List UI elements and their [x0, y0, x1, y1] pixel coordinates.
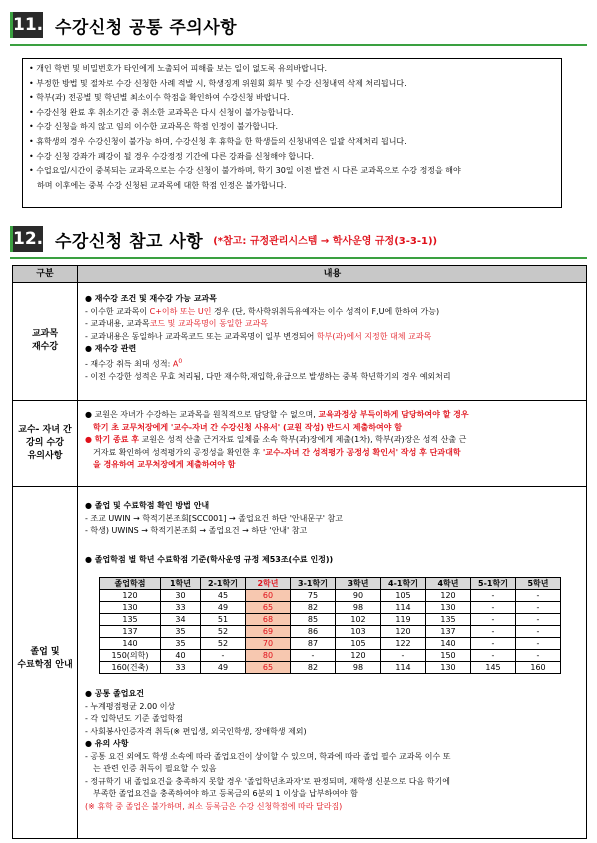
table-header: [13, 266, 586, 283]
table-row: 135 34 51 68 85 102 119 135 - -: [100, 614, 561, 626]
notice-item: • 학부(과) 전공별 및 학년별 최소이수 학점을 확인하여 수강신청 바랍니다.: [29, 93, 290, 103]
notice-item: • 개인 학번 및 비밀번호가 타인에게 노출되어 피해를 보는 일이 없도록 유의바랍니다.: [29, 64, 327, 73]
header-content: 내용: [323, 269, 342, 279]
header-category: 구분: [36, 269, 54, 279]
notice-item: • 부정한 방법 및 절차로 수강 신청한 사례 적발 시, 학생징계 위원회 회부 및 수강 신청내역 삭제 처리됩니다.: [29, 78, 407, 88]
row-label-graduation: 졸업 및 수료학점 안내: [17, 647, 73, 670]
section-divider: [10, 44, 587, 46]
table-row: 졸업학점 1학년 2-1학기 2학년 3-1학기 3학년 4-1학기 4학년 5-1학기 5학년: [100, 578, 561, 590]
table-row: 130 33 49 65 82 98 114 130 - -: [100, 602, 561, 614]
table-row: 137 35 52 69 86 103 120 137 - -: [100, 626, 561, 638]
row-content-professor-child: ● 교원은 자녀가 수강하는 교과목을 원칙적으로 담당할 수 없으며, 교육과정상 부득이하게 담당하여야 할 경우 학기 초 교무처장에게 '교수-자녀 간 수강신청 사유서' (교원 작성) 반드시 제출하여야 함 ● 학기 종료 후 교원은 성적 산출 근거자료 일체를 소속 학부(과)장에게 제출(1차), 학부(과)장은 성적 산출 근 거자료 확인하여 성적평가의 공정성을 확인한 후 '교수-자녀 간 성적평가 공정성 확인서' 작성 후 단과대학 을 경유하여 교무처장에게 제출하여야 함: [85, 410, 469, 469]
reference-table: [12, 265, 587, 839]
column-divider: [77, 266, 78, 838]
row-divider: [13, 486, 586, 487]
notice-item: • 휴학생의 경우 수강신청이 불가능 하며, 수강신청 후 휴학을 한 학생들의 신청내역은 일괄 삭제처리 됩니다.: [29, 136, 407, 146]
section-11-heading: [10, 12, 237, 38]
row-content-retake: ● 재수강 조건 및 재수강 가능 교과목 - 이수한 교과목이 C+이하 또는 U인 경우 (단, 학사학위취득유예자는 이수 성적이 F,U에 한하여 가능) - 교과내용, 교과목코드 및 교과목명이 동일한 교과목 - 교과내용은 동일하나 교과목코드 또는 교과목명이 일부 변경되어 학부(과)에서 지정한 대체 교과목 ● 재수강 관련 - 재수강 취득 최대 성적: $A^0$ - 이전 수강한 성적은 무효 처리됨, 다만 재수학,재입학,유급으로 발생하는 중복 학년학기의 경우 예외처리: [85, 294, 451, 381]
table-row: 120 30 45 60 75 90 105 120 - -: [100, 590, 561, 602]
section-divider: [10, 257, 587, 259]
credit-table: [99, 577, 561, 674]
section-number: 11.: [10, 12, 43, 38]
row-label-professor-child: 교수- 자녀 간 강의 수강 유의사항: [18, 425, 72, 461]
section-title: 수강신청 참고 사항: [55, 231, 204, 252]
row-label-retake: 교과목 재수강: [31, 329, 59, 352]
row-divider: [13, 400, 586, 401]
notice-item: 하며 이후에는 중복 수강 신청된 교과목에 대한 학점 인정은 불가합니다.: [37, 180, 287, 190]
section-reference-note: (*참고: 규정관리시스템 → 학사운영 규정(3-3-1)): [213, 235, 438, 247]
notice-box: [22, 58, 562, 208]
table-row: 160(건축) 33 49 65 82 98 114 130 145 160: [100, 662, 561, 674]
section-12-heading: [10, 226, 437, 252]
section-title: 수강신청 공통 주의사항: [55, 17, 238, 38]
notice-item: • 수업요일/시간이 중복되는 교과목으로는 수강 신청이 불가하며, 학기 30일 이전 발견 시 다른 교과목으로 수강 정정을 해야: [29, 166, 461, 176]
notice-item: • 수강신청 완료 후 취소기간 중 취소한 교과목은 다시 신청이 불가능합니다.: [29, 107, 294, 117]
row-content-graduation: ● 졸업 및 수료학점 확인 방법 안내 - 조교 UWIN → 학적기본조회[SCC001] → 졸업요건 하단 '안내문구' 참고 - 학생) UWINS → 학적기본조회 → 졸업요건 → 하단 '안내' 참고 ● 졸업학점 별 학년 수료학점 기준(학사운영 규정 제53조(수료 인정)): [85, 501, 344, 564]
notice-item: • 수강 신청 강좌가 폐강이 될 경우 수강정정 기간에 다른 강좌를 신청해야 합니다.: [29, 151, 315, 161]
table-row: 150(의학) 40 - 80 - 120 - 150 - -: [100, 650, 561, 662]
notice-item: • 수강 신청을 하지 않고 임의 이수한 교과목은 학점 인정이 불가합니다.: [29, 122, 279, 132]
section-number: 12.: [10, 226, 43, 252]
row-content-graduation-common: ● 공통 졸업요건 - 누계평점평균 2.00 이상 - 각 입학년도 기준 졸업학점 - 사회봉사인증자격 취득(※ 편입생, 외국인학생, 장애학생 제외) ● 유의 사항 - 공통 요건 외에도 학생 소속에 따라 졸업요건이 상이할 수 있으며, 학과에 따라 졸업 필수 교과목 이수 또 는 관련 인증 취득이 필요할 수 있음 - 정규학기 내 졸업요건을 충족하지 못할 경우 '졸업학년초과자'로 판정되며, 재학생 신분으로 다음 학기에 부족한 졸업요건을 충족하여야 하고 등록금의 6분의 1 이상을 납부하여야 함 (※ 휴학 중 졸업은 불가하며, 최소 등록금은 수강 신청학점에 따라 달라짐): [85, 689, 451, 811]
table-row: 140 35 52 70 87 105 122 140 - -: [100, 638, 561, 650]
